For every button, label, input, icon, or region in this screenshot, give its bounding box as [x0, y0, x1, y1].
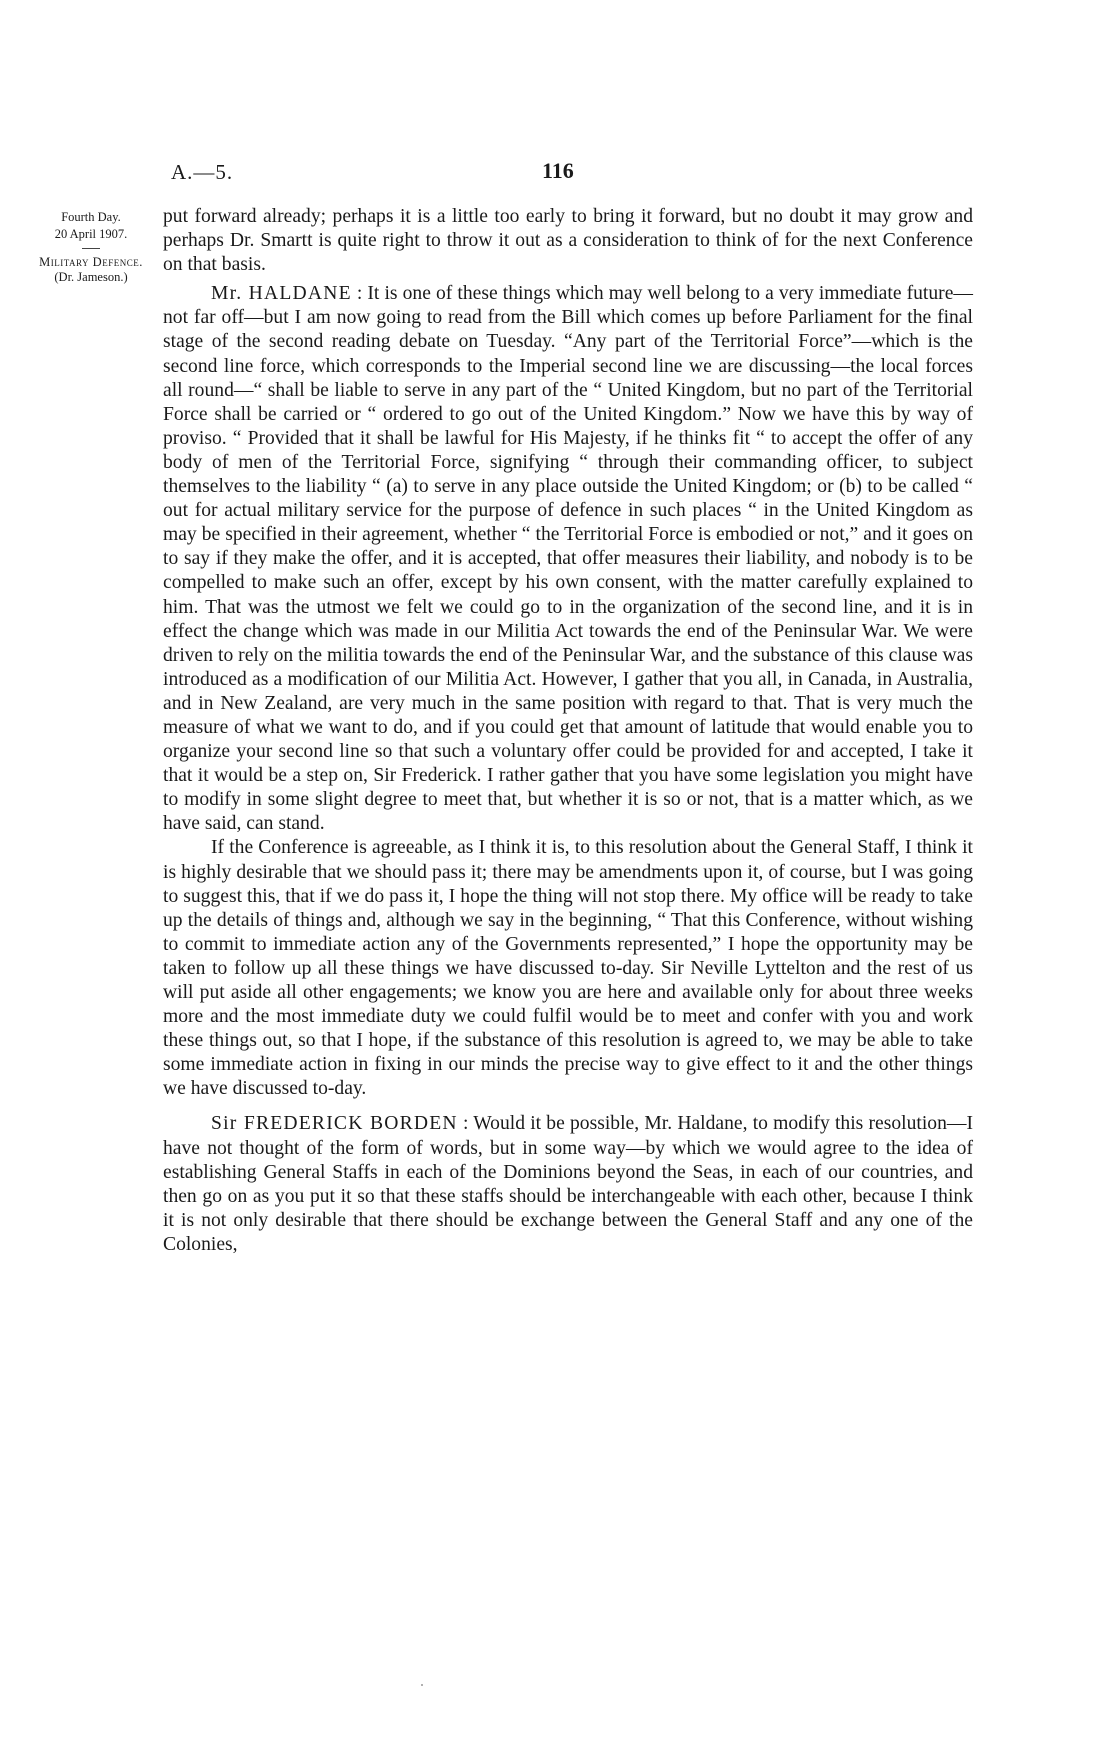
- margin-date: 20 April 1907.: [54, 227, 128, 241]
- paragraph-text: : It is one of these things which may well belong to a very immediate future—not far off—but I am now going to read from the Bill which comes up before Parliament for the final stage of the second reading debate on Tuesday. “Any part of the Territorial Force”—which is the second line force, which corresponds to the Imperial second line we are discussing—the local forces all round—“ shall be liable to serve in any part of the “ United Kingdom, but no part of the Territorial Force shall be carried or “ ordered to go out of the United Kingdom.” Now we have this by way of proviso. “ Provided that it shall be lawful for His Majesty, if he thinks fit “ to accept the offer of any body of men of the Territorial Force, signifying “ through their commanding officer, to subject themselves to the liability “ (a) to serve in any place outside the United Kingdom; or (b) to be called “ out for actual military service for the purpose of defence in such places “ in the United Kingdom as may be specified in their agreement, whether “ the Territorial Force is embodied or not,” and it goes on to say if they make the offer, and it is accepted, that offer measures their liability, and nobody is to be compelled to make such an offer, except by his own consent, with the matter carefully explained to him. That was the utmost we felt we could go to in the organization of the second line, and it is in effect the change which was made in our Militia Act towards the end of the Peninsular War. We were driven to rely on the militia towards the end of the Peninsular War, and the substance of this clause was introduced as a modification of our Militia Act. However, I gather that you all, in Canada, in Australia, and in New Zealand, are very much in the same position with regard to that. That is very much the measure of what we want to do, and if you could get that amount of latitude that would enable you to organize your second line so that such a voluntary offer could be provided for and accepted, I take it that it would be a step on, Sir Frederick. I rather gather that you have some legislation you might have to modify in some slight degree to meet that, but whether it is so or not, that is a matter which, as we have said, can stand.: [163, 283, 973, 835]
- margin-note: [30, 209, 152, 286]
- margin-section: Military Defence.: [39, 255, 143, 269]
- document-reference: A.—5.: [171, 160, 234, 184]
- speaker-name: Sir FREDERICK BORDEN: [211, 1113, 458, 1135]
- margin-day: Fourth Day.: [61, 210, 121, 224]
- paragraph-borden: [163, 1112, 973, 1257]
- margin-divider: [82, 248, 100, 249]
- paragraph-text: : Would it be possible, Mr. Haldane, to modify this resolution—I have not thought of the form of words, but in some way—by which we would agree to the idea of establishing General Staffs in each of the Dominions beyond the Seas, in each of our countries, and then go on as you put it so that these staffs should be interchangeable with each other, because I think it is not only desirable that there should be exchange between the General Staff and any one of the Colonies,: [163, 1113, 973, 1255]
- speaker-name: Mr. HALDANE: [211, 283, 352, 305]
- paragraph-general-staff: If the Conference is agreeable, as I think it is, to this resolution about the General Staff, I think it is highly desirable that we should pass it; there may be amendments upon it, of course, but I was going to suggest this, that if we do pass it, I hope the thing will not stop there. My office will be ready to take up the details of things and, although we say in the beginning, “ That this Conference, without wishing to commit to immediate action any of the Governments represented,” I hope the opportunity may be taken to follow up all these things we have discussed to-day. Sir Neville Lyttelton and the rest of us will put aside all other engagements; we know you are here and available only for about three weeks more and the most immediate duty we could fulfil would be to meet and confer with you and work these things out, so that I hope, if the substance of this resolution is agreed to, we may be able to take some immediate action in fixing in our minds the precise way to give effect to it and the other things we have discussed to-day.: [163, 837, 973, 1100]
- paragraph-continuation: put forward already; perhaps it is a little too early to bring it forward, but no doubt it may grow and perhaps Dr. Smartt is quite right to throw it out as a consideration to think of for the next Conference on that basis.: [163, 206, 973, 276]
- page-body: [163, 205, 973, 1257]
- scan-speck: [421, 1684, 423, 1686]
- paragraph-haldane: [163, 282, 973, 836]
- page-number: 116: [542, 158, 574, 183]
- margin-speaker: (Dr. Jameson.): [54, 270, 128, 284]
